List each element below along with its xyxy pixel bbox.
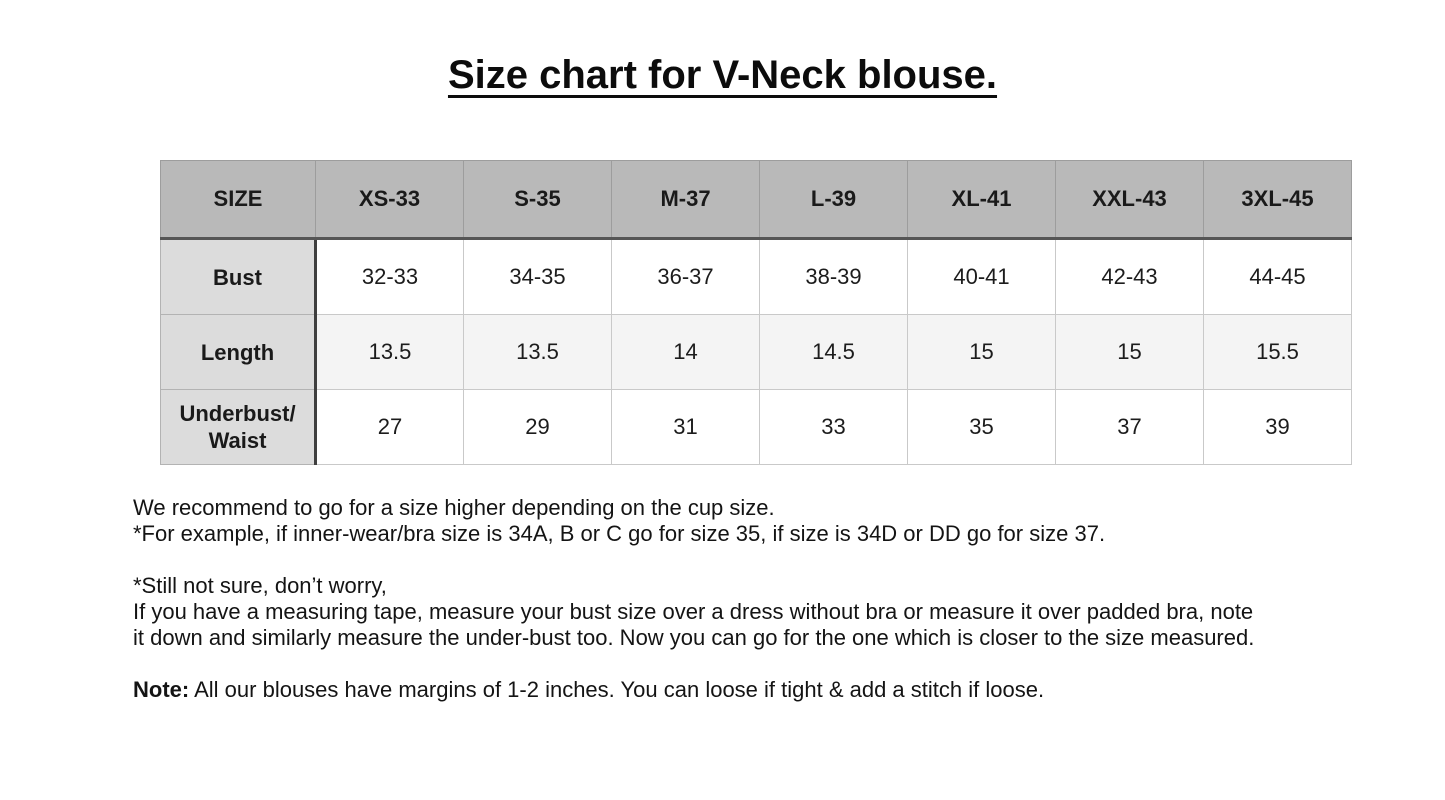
size-chart-page (0, 52, 1445, 703)
size-value-cell: 32-33 (316, 239, 464, 315)
size-value-cell: 34-35 (464, 239, 612, 315)
header-cell-m-37: M-37 (612, 161, 760, 239)
size-value-cell: 44-45 (1204, 239, 1352, 315)
size-chart-header-row (161, 161, 1352, 239)
header-cell-xxl-43: XXL-43 (1056, 161, 1204, 239)
sizing-notes (133, 495, 1445, 703)
size-value-cell: 13.5 (316, 315, 464, 390)
note-margins (133, 677, 1445, 703)
table-row (161, 390, 1352, 465)
size-value-cell: 15 (1056, 315, 1204, 390)
note-reassure: *Still not sure, don’t worry, (133, 573, 387, 598)
header-cell-l-39: L-39 (760, 161, 908, 239)
row-label: Bust (161, 239, 316, 315)
size-value-cell: 31 (612, 390, 760, 465)
size-value-cell: 37 (1056, 390, 1204, 465)
size-value-cell: 13.5 (464, 315, 612, 390)
size-chart-table (160, 160, 1352, 465)
header-cell-xl-41: XL-41 (908, 161, 1056, 239)
size-value-cell: 35 (908, 390, 1056, 465)
header-cell-size: SIZE (161, 161, 316, 239)
page-title: Size chart for V-Neck blouse. (447, 53, 998, 97)
note-margins-label: Note: (133, 677, 190, 702)
size-value-cell: 15 (908, 315, 1056, 390)
size-value-cell: 40-41 (908, 239, 1056, 315)
note-margins-text: All our blouses have margins of 1-2 inches. You can loose if tight & add a stitch if loose. (189, 677, 1045, 702)
row-label: Underbust/ Waist (161, 390, 316, 465)
size-value-cell: 38-39 (760, 239, 908, 315)
size-value-cell: 27 (316, 390, 464, 465)
note-measure-line-2: it down and similarly measure the under-bust too. Now you can go for the one which is closer to the size measured. (133, 625, 1255, 650)
header-cell-xs-33: XS-33 (316, 161, 464, 239)
size-value-cell: 14.5 (760, 315, 908, 390)
note-cup-size: We recommend to go for a size higher depending on the cup size. (133, 495, 775, 520)
size-value-cell: 29 (464, 390, 612, 465)
header-cell-s-35: S-35 (464, 161, 612, 239)
header-cell-3xl-45: 3XL-45 (1204, 161, 1352, 239)
table-row (161, 315, 1352, 390)
note-measure-line-1: If you have a measuring tape, measure your bust size over a dress without bra or measure it over padded bra, note (133, 599, 1254, 624)
size-value-cell: 39 (1204, 390, 1352, 465)
row-label: Length (161, 315, 316, 390)
note-example: *For example, if inner-wear/bra size is 34A, B or C go for size 35, if size is 34D or DD go for size 37. (133, 521, 1106, 546)
size-value-cell: 36-37 (612, 239, 760, 315)
size-value-cell: 42-43 (1056, 239, 1204, 315)
size-value-cell: 15.5 (1204, 315, 1352, 390)
size-value-cell: 33 (760, 390, 908, 465)
table-row (161, 239, 1352, 315)
size-value-cell: 14 (612, 315, 760, 390)
